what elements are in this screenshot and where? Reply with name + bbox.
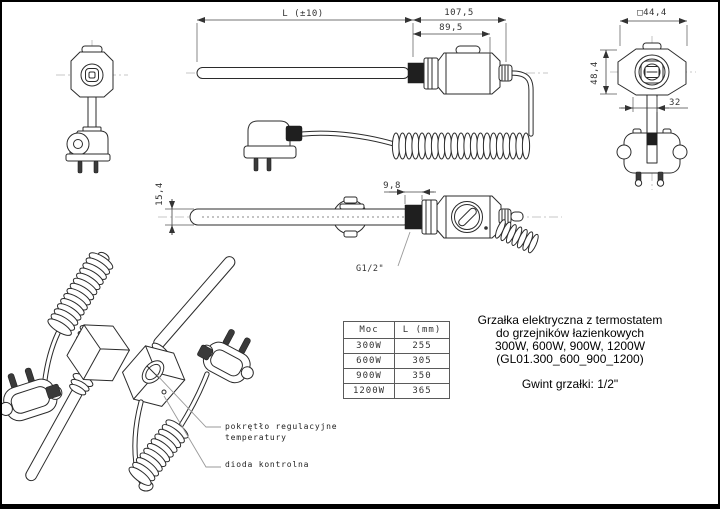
table-row: [344, 339, 450, 354]
plug-gland: [647, 133, 657, 145]
plug-pin: [94, 161, 98, 173]
collar: [422, 200, 437, 234]
knob-annotation: pokrętło regulacyjne temperatury: [225, 422, 338, 442]
dim-9-8-label: 9,8: [383, 181, 401, 191]
spec-cell-length: 255: [395, 339, 450, 354]
plug-pin: [267, 158, 271, 171]
dim-15-4-label: 15,4: [155, 182, 165, 206]
plug-pin: [78, 161, 82, 173]
plug-pin: [254, 158, 258, 171]
thread-label: G1/2": [356, 264, 385, 274]
centerlines: [56, 36, 696, 217]
table-row: [344, 369, 450, 384]
spec-cell-power: 600W: [344, 354, 395, 369]
diode-annotation: dioda kontrolna: [225, 460, 310, 469]
front-view: [66, 46, 113, 173]
heating-rod-3d: [151, 254, 237, 350]
cable-stem: [88, 97, 96, 131]
coil-start: [494, 219, 541, 254]
spec-cell-power: 1200W: [344, 384, 395, 399]
product-description: [462, 314, 678, 391]
plug-3d: [2, 360, 66, 426]
plug-gland: [286, 126, 302, 141]
dimension-44-4: [620, 8, 687, 46]
spec-cell-length: 305: [395, 354, 450, 369]
table-row: [344, 354, 450, 369]
iso-view-1: [2, 247, 136, 483]
iso-view-2: [114, 254, 267, 491]
side-view-top: [197, 8, 531, 171]
cable-stem: [647, 95, 657, 135]
thread-section: [408, 63, 424, 83]
thread-section: [405, 205, 422, 229]
dim-48-4-label: 48,4: [590, 61, 600, 85]
technical-drawing: [2, 2, 718, 504]
dim-length-label: L (±10): [282, 9, 324, 19]
heating-rod: [197, 68, 409, 79]
coiled-cable-3d: [46, 247, 117, 339]
cable-gland: [499, 65, 512, 81]
collar: [424, 58, 438, 89]
spec-header-length: L (mm): [395, 322, 450, 339]
thermostat-housing-side: [438, 46, 500, 94]
product-title-line: (GL01.300_600_900_1200): [496, 352, 644, 366]
dim-sq44-4-label: □44,4: [637, 8, 667, 18]
dim-89-5-label: 89,5: [439, 23, 463, 33]
spec-header-row: [344, 322, 450, 339]
coiled-cable: [392, 133, 529, 159]
control-led: [484, 226, 488, 230]
spec-cell-power: 900W: [344, 369, 395, 384]
side-view-mid: [155, 181, 540, 274]
dimension-15-4: [155, 182, 194, 235]
dim-107-5-label: 107,5: [444, 8, 474, 18]
product-title-line: Grzałka elektryczna z termostatem: [477, 313, 663, 327]
spec-cell-length: 350: [395, 369, 450, 384]
spec-cell-length: 365: [395, 384, 450, 399]
spec-table: [343, 321, 450, 399]
fitting-core: [89, 72, 95, 78]
product-title-line: do grzejników łazienkowych: [495, 326, 645, 340]
spec-cell-power: 300W: [344, 339, 395, 354]
end-view: [590, 8, 688, 186]
spec-header-power: Moc: [344, 322, 395, 339]
thermostat-housing-knobview: [437, 196, 501, 238]
plug-front: [66, 131, 110, 173]
thread-callout: [356, 232, 410, 274]
product-title-line: 300W, 600W, 900W, 1200W: [494, 339, 646, 353]
plug-side: [244, 121, 302, 171]
thread-note: Gwint grzałki: 1/2": [521, 377, 619, 391]
dim-32-label: 32: [669, 98, 681, 108]
table-row: [344, 384, 450, 399]
